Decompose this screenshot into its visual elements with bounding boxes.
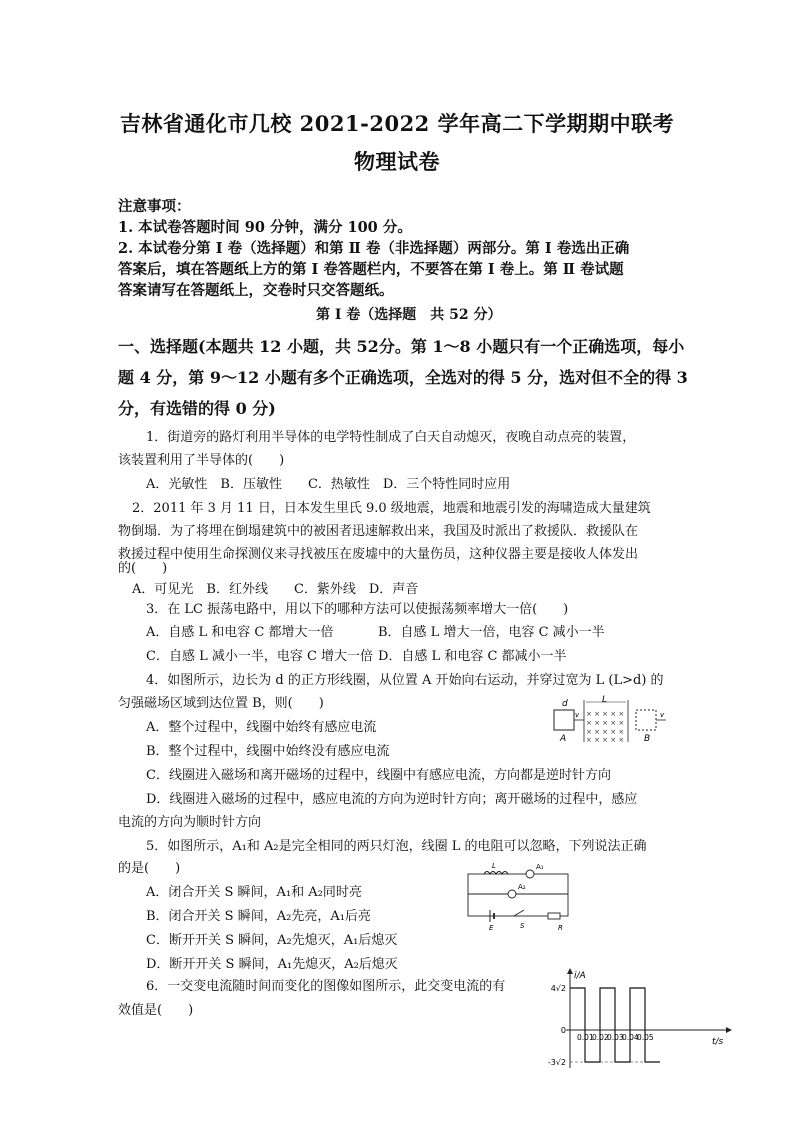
q6-stem: 效值是( ) bbox=[118, 1003, 194, 1018]
q4-figure bbox=[548, 694, 688, 748]
q5-option-a: A．闭合开关 S 瞬间，A₁和 A₂同时亮 bbox=[146, 885, 362, 900]
q1-stem: 1．街道旁的路灯利用半导体的电学特性制成了白天自动熄灭，夜晚自动点亮的装置， bbox=[146, 430, 636, 445]
q6-stem: 6．一交变电流随时间而变化的图像如图所示，此交变电流的有 bbox=[146, 979, 506, 994]
fig-label-s: S bbox=[520, 922, 525, 930]
fig-label-d: d bbox=[562, 699, 568, 709]
q5-stem: 5．如图所示，A₁和 A₂是完全相同的两只灯泡，线圈 L 的电阻可以忽略，下列说法正确 bbox=[146, 839, 647, 854]
part-heading: 第 Ⅰ 卷（选择题 共 52 分） bbox=[316, 307, 502, 323]
section-intro: 一、选择题(本题共 12 小题，共 52分。第 1～8 小题只有一个正确选项，每小 bbox=[118, 337, 685, 356]
lamp-a2-icon bbox=[508, 890, 516, 898]
q2-options: A．可见光 B．红外线 C．紫外线 D．声音 bbox=[132, 582, 419, 597]
svg-text:× × × × ×: × × × × × bbox=[586, 719, 625, 727]
fig-label-v: v bbox=[660, 711, 665, 719]
q5-option-c: C．断开开关 S 瞬间，A₂先熄灭，A₁后熄灭 bbox=[146, 933, 398, 948]
fig-label-a1: A₁ bbox=[536, 863, 544, 871]
notice-item-2-cont: 答案后，填在答题纸上方的第 Ⅰ 卷答题栏内，不要答在第 Ⅰ 卷上。第 Ⅱ 卷试题 bbox=[118, 261, 624, 278]
section-intro: 分，有选错的得 0 分) bbox=[118, 399, 276, 418]
fig-label-b: B bbox=[644, 734, 651, 744]
q4-option-d: D．线圈进入磁场的过程中，感应电流的方向为逆时针方向；离开磁场的过程中，感应 bbox=[146, 792, 638, 807]
q4-stem: 匀强磁场区域到达位置 B，则( ) bbox=[118, 696, 324, 711]
fig-label-e: E bbox=[489, 924, 494, 932]
q1-options: A．光敏性 B．压敏性 C．热敏性 D．三个特性同时应用 bbox=[146, 477, 511, 492]
notice-item-2: 2. 本试卷分第 Ⅰ 卷（选择题）和第 Ⅱ 卷（非选择题）两部分。第 Ⅰ 卷选出正确 bbox=[118, 240, 630, 257]
fig-label-l: L bbox=[492, 862, 496, 870]
q4-option-a: A．整个过程中，线圈中始终有感应电流 bbox=[146, 720, 377, 735]
x-axis-label: t/s bbox=[712, 1037, 724, 1047]
y-tick-label: -3√2 bbox=[547, 1058, 566, 1067]
notice-item-1: 1. 本试卷答题时间 90 分钟，满分 100 分。 bbox=[118, 219, 412, 236]
q5-circuit-figure bbox=[462, 860, 574, 932]
fig-label-a: A bbox=[560, 734, 567, 744]
notice-heading: 注意事项： bbox=[118, 198, 191, 215]
svg-text:× × × × ×: × × × × × bbox=[586, 728, 625, 736]
q6-current-chart bbox=[540, 960, 740, 1080]
x-tick-label: 0.02 bbox=[592, 1033, 609, 1042]
x-tick-label: 0.03 bbox=[607, 1033, 624, 1042]
coil-a-square bbox=[554, 710, 574, 730]
notice-item-2-cont: 答案请写在答题纸上，交卷时只交答题纸。 bbox=[118, 282, 394, 299]
q3-stem: 3．在 LC 振荡电路中，用以下的哪种方法可以使振荡频率增大一倍( ) bbox=[146, 602, 569, 617]
resistor-icon bbox=[548, 913, 560, 919]
x-tick-label: 0.04 bbox=[622, 1033, 639, 1042]
q2-stem: 2．2011 年 3 月 11 日，日本发生里氏 9.0 级地震，地震和地震引发的海啸造成大量建筑 bbox=[132, 501, 651, 516]
y-axis-arrow bbox=[567, 968, 573, 974]
fig-label-v: v bbox=[575, 711, 580, 719]
fig-label-l: L bbox=[602, 695, 608, 705]
q4-stem: 4．如图所示，边长为 d 的正方形线圈，从位置 A 开始向右运动，并穿过宽为 L (L>d) 的 bbox=[146, 673, 664, 688]
q5-option-d: D．断开开关 S 瞬间，A₁先熄灭，A₂后熄灭 bbox=[146, 957, 398, 972]
y-tick-label: 0 bbox=[560, 1026, 566, 1035]
y-tick-label: 4√2 bbox=[550, 984, 566, 993]
q5-option-b: B．闭合开关 S 瞬间，A₂先亮，A₁后亮 bbox=[146, 909, 371, 924]
switch-icon bbox=[514, 910, 524, 916]
fig-label-r: R bbox=[558, 924, 563, 932]
q2-stem: 救援过程中使用生命探测仪来寻找被压在废墟中的大量伤员，这种仪器主要是接收人体发出 bbox=[118, 547, 639, 562]
q3-option-a: A．自感 L 和电容 C 都增大一倍 bbox=[146, 625, 334, 640]
q2-stem: 物倒塌．为了将埋在倒塌建筑中的被困者迅速解救出来，我国及时派出了救援队．救援队在 bbox=[118, 524, 639, 539]
q3-option-d: D．自感 L 和电容 C 都减小一半 bbox=[378, 649, 567, 664]
q3-option-c: C．自感 L 减小一半，电容 C 增大一倍 bbox=[146, 649, 374, 664]
svg-text:× × × × ×: × × × × × bbox=[586, 710, 625, 718]
q2-stem: 的( ) bbox=[118, 561, 168, 576]
q3-option-b: B．自感 L 增大一倍，电容 C 减小一半 bbox=[378, 625, 605, 640]
fig-label-a2: A₂ bbox=[518, 883, 526, 891]
q4-option-d-cont: 电流的方向为顺时针方向 bbox=[118, 815, 262, 830]
q1-stem: 该装置利用了半导体的( ) bbox=[118, 453, 285, 468]
magnetic-field-crosses bbox=[586, 710, 624, 744]
y-axis-label: i/A bbox=[574, 971, 586, 981]
lamp-a1-icon bbox=[526, 870, 534, 878]
x-tick-label: 0.01 bbox=[577, 1033, 594, 1042]
section-intro: 题 4 分，第 9～12 小题有多个正确选项，全选对的得 5 分，选对但不全的得 3 bbox=[118, 368, 688, 387]
x-axis-arrow bbox=[726, 1027, 732, 1033]
exam-title: 吉林省通化市几校 2021-2022 学年高二下学期期中联考 bbox=[119, 111, 675, 136]
svg-text:× × × × ×: × × × × × bbox=[586, 736, 625, 744]
q4-option-b: B．整个过程中，线圈中始终没有感应电流 bbox=[146, 744, 390, 759]
q4-option-c: C．线圈进入磁场和离开磁场的过程中，线圈中有感应电流，方向都是逆时针方向 bbox=[146, 768, 611, 783]
q5-stem: 的是( ) bbox=[118, 861, 181, 876]
exam-subtitle: 物理试卷 bbox=[354, 149, 440, 174]
coil-b-square bbox=[636, 710, 656, 730]
x-tick-label: 0.05 bbox=[637, 1033, 654, 1042]
